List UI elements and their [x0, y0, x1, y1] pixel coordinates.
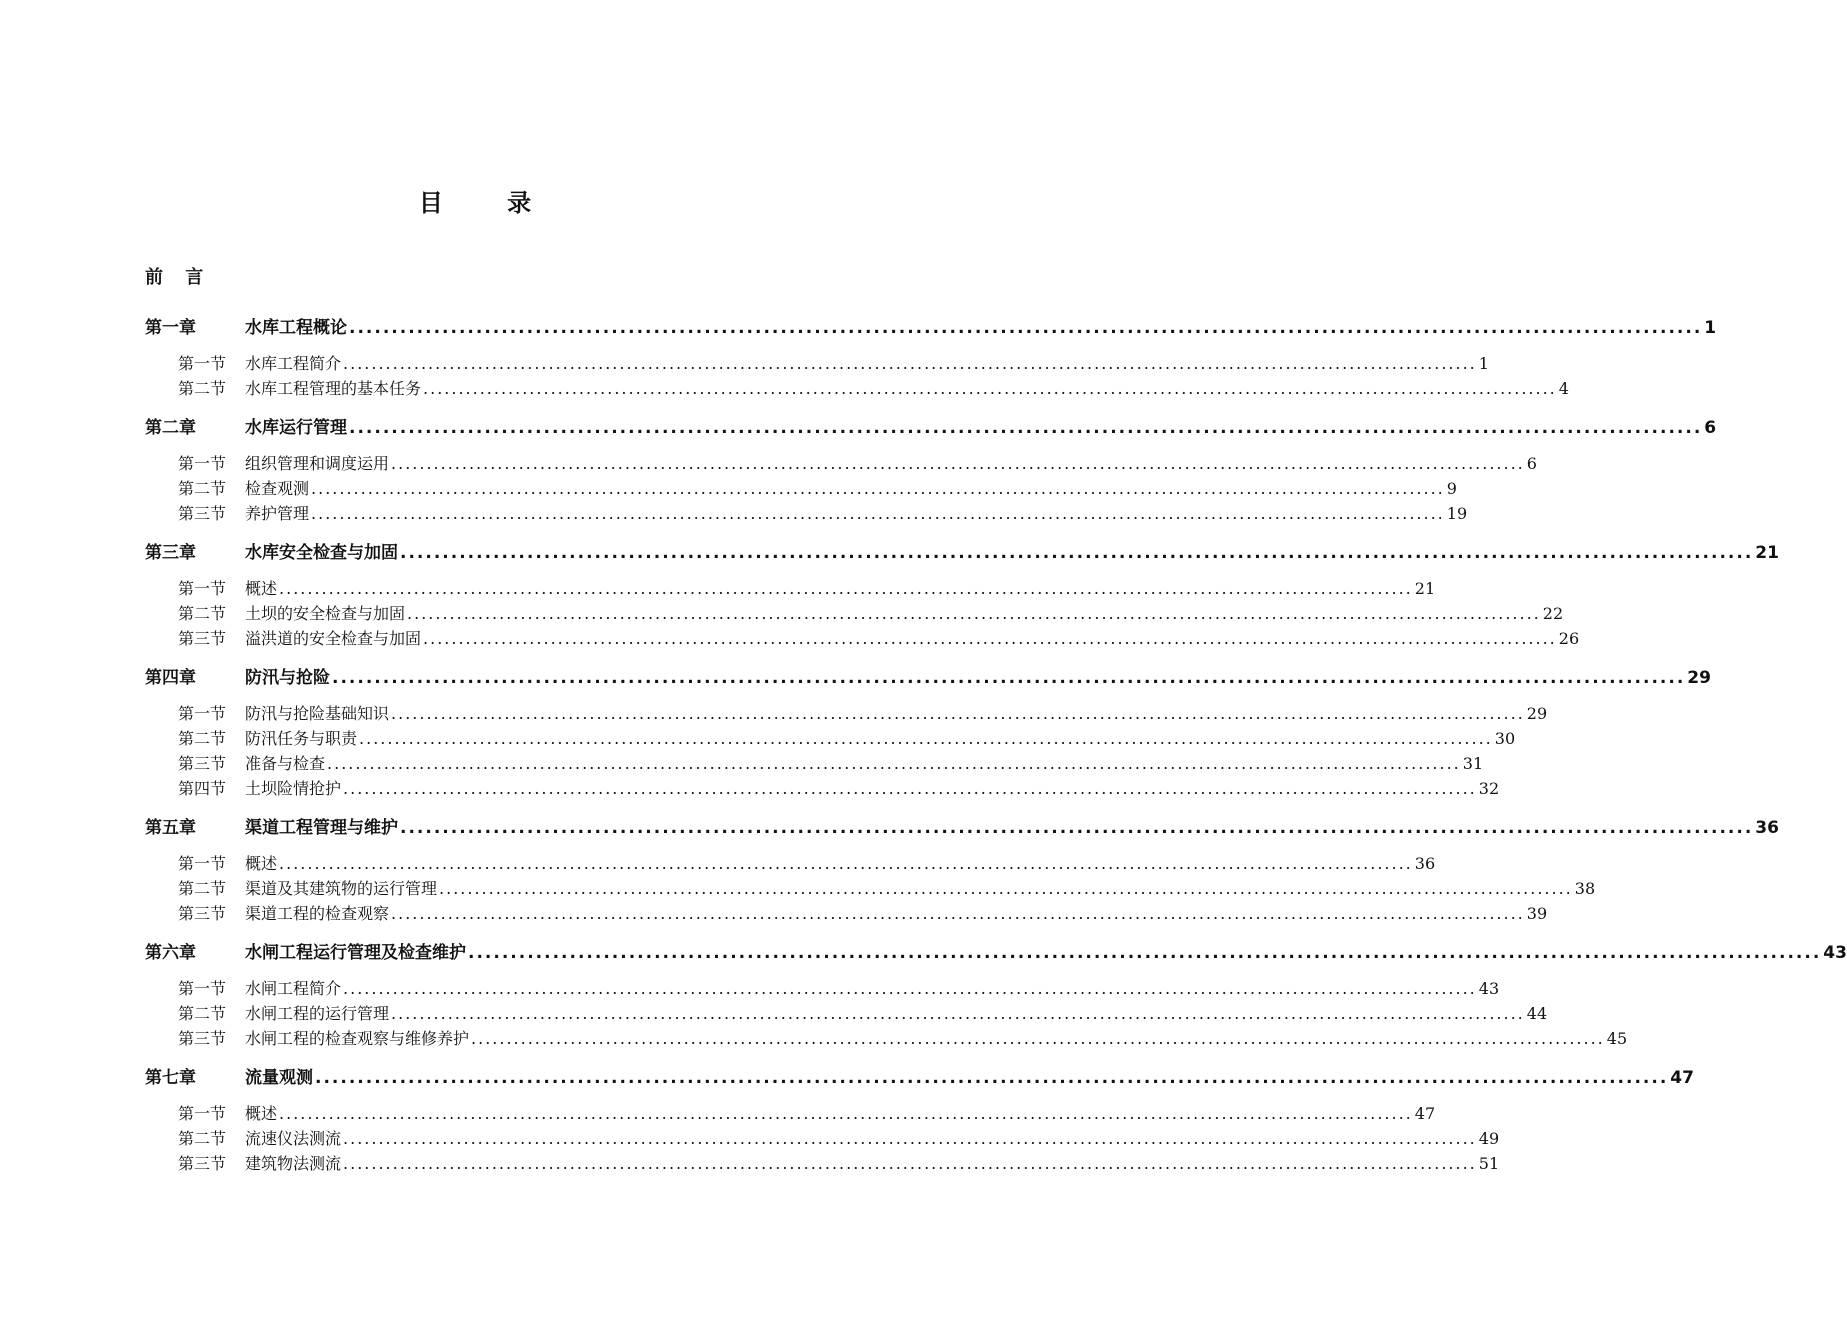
toc-entry-title: 水闸工程简介 [245, 979, 342, 998]
toc-section-row [145, 701, 1548, 724]
dot-leader: ................................................................................................................................................................ [359, 729, 1493, 748]
dot-leader: ................................................................................................................................................................ [327, 754, 1461, 773]
toc-page-number: 29 [1526, 704, 1548, 723]
toc-entry-title: 土坝的安全检查与加固 [245, 604, 406, 623]
dot-leader: ................................................................................................................................................................ [391, 904, 1525, 923]
toc-page-number: 19 [1446, 504, 1468, 523]
toc-entry-label: 第三节 [178, 1154, 227, 1173]
toc-entry-title: 防汛与抢险 [245, 668, 330, 688]
toc-page-number: 32 [1478, 779, 1500, 798]
toc-page-number: 39 [1526, 904, 1548, 923]
toc-entry-title: 组织管理和调度运用 [245, 454, 390, 473]
toc-section-row [145, 476, 1457, 499]
toc-page-number: 36 [1414, 854, 1436, 873]
toc-page-number: 6 [1704, 418, 1717, 438]
toc-section-row [145, 501, 1468, 524]
toc-entry-title: 水库工程管理的基本任务 [245, 379, 422, 398]
toc-page-number: 6 [1526, 454, 1537, 473]
toc-entry-label: 第三节 [178, 904, 227, 923]
toc-entry-label: 第四章 [145, 668, 196, 688]
toc-entry-title: 水库工程简介 [245, 354, 342, 373]
toc-entry-label: 第一节 [178, 1104, 227, 1123]
dot-leader: ................................................................................................................................................................ [332, 668, 1686, 688]
toc-page-number: 29 [1687, 668, 1711, 688]
toc-section-row [145, 1026, 1628, 1049]
toc-entry-label: 第四节 [178, 779, 227, 798]
toc-section-row [145, 1101, 1436, 1124]
dot-leader: ................................................................................................................................................................ [471, 1029, 1605, 1048]
toc-entry-label: 第一节 [178, 979, 227, 998]
toc-page-number: 51 [1478, 1154, 1500, 1173]
dot-leader: ................................................................................................................................................................ [400, 543, 1754, 563]
toc-entry-label: 第一节 [178, 854, 227, 873]
dot-leader: ................................................................................................................................................................ [407, 604, 1541, 623]
toc-entry-title: 流速仪法测流 [245, 1129, 342, 1148]
toc-page-number: 31 [1462, 754, 1484, 773]
dot-leader: ................................................................................................................................................................ [391, 454, 1525, 473]
toc-entry-label: 第三节 [178, 1029, 227, 1048]
dot-leader: ................................................................................................................................................................ [315, 1068, 1669, 1088]
toc-section-row [145, 776, 1500, 799]
toc-entry-title: 概述 [245, 579, 278, 598]
toc-section-row [145, 876, 1596, 899]
preface-heading: 前 言 [145, 267, 212, 288]
dot-leader: ................................................................................................................................................................ [349, 318, 1703, 338]
toc-page-number: 43 [1478, 979, 1500, 998]
toc-page-number: 47 [1670, 1068, 1694, 1088]
toc-section-row [145, 976, 1500, 999]
toc-entry-title: 水闸工程运行管理及检查维护 [245, 943, 466, 963]
toc-section-row [145, 901, 1548, 924]
toc-page-number: 4 [1558, 379, 1569, 398]
toc-chapter-row [145, 938, 1847, 963]
toc-entry-title: 防汛与抢险基础知识 [245, 704, 390, 723]
toc-section-row [145, 851, 1436, 874]
toc-section-row [145, 751, 1484, 774]
toc-page-number: 36 [1755, 818, 1779, 838]
toc-page-number: 38 [1574, 879, 1596, 898]
toc-entry-title: 流量观测 [245, 1068, 313, 1088]
toc-page-number: 47 [1414, 1104, 1436, 1123]
toc-page-number: 49 [1478, 1129, 1500, 1148]
toc-page-number: 45 [1606, 1029, 1628, 1048]
toc-chapter-row [145, 663, 1711, 688]
toc-entry-label: 第一节 [178, 454, 227, 473]
dot-leader: ................................................................................................................................................................ [400, 818, 1754, 838]
toc-chapter-row [145, 813, 1779, 838]
toc-section-row [145, 376, 1569, 399]
dot-leader: ................................................................................................................................................................ [343, 779, 1477, 798]
toc-entry-title: 水库工程概论 [245, 318, 347, 338]
toc-entry-label: 第二节 [178, 379, 227, 398]
toc-entry-label: 第三节 [178, 504, 227, 523]
toc-entry-title: 检查观测 [245, 479, 310, 498]
toc-entry-label: 第一节 [178, 579, 227, 598]
dot-leader: ................................................................................................................................................................ [349, 418, 1703, 438]
toc-entry-title: 水闸工程的检查观察与维修养护 [245, 1029, 470, 1048]
dot-leader: ................................................................................................................................................................ [468, 943, 1822, 963]
toc-section-row [145, 351, 1489, 374]
toc-entry-label: 第二节 [178, 1004, 227, 1023]
dot-leader: ................................................................................................................................................................ [279, 854, 1413, 873]
toc-page-number: 44 [1526, 1004, 1548, 1023]
toc-entry-title: 水库运行管理 [245, 418, 347, 438]
toc-entry-title: 养护管理 [245, 504, 310, 523]
dot-leader: ................................................................................................................................................................ [423, 629, 1557, 648]
toc-page-number: 21 [1755, 543, 1779, 563]
dot-leader: ................................................................................................................................................................ [391, 704, 1525, 723]
toc-entry-label: 第三节 [178, 629, 227, 648]
toc-entry-label: 第一章 [145, 318, 196, 338]
toc-entry-title: 水库安全检查与加固 [245, 543, 398, 563]
toc-section-row [145, 626, 1580, 649]
toc-entry-title: 土坝险情抢护 [245, 779, 342, 798]
toc-entry-title: 渠道工程管理与维护 [245, 818, 398, 838]
toc-page-number: 1 [1704, 318, 1717, 338]
dot-leader: ................................................................................................................................................................ [391, 1004, 1525, 1023]
toc-section-row [145, 601, 1564, 624]
toc-page-number: 9 [1446, 479, 1457, 498]
toc-section-row [145, 576, 1436, 599]
toc-page-number: 1 [1478, 354, 1489, 373]
toc-entry-title: 建筑物法测流 [245, 1154, 342, 1173]
dot-leader: ................................................................................................................................................................ [423, 379, 1557, 398]
toc-section-row [145, 726, 1516, 749]
toc-entry-label: 第一节 [178, 354, 227, 373]
toc-entry-title: 概述 [245, 1104, 278, 1123]
dot-leader: ................................................................................................................................................................ [343, 1129, 1477, 1148]
toc-chapter-row [145, 538, 1779, 563]
toc-entry-label: 第一节 [178, 704, 227, 723]
toc-entry-title: 准备与检查 [245, 754, 326, 773]
toc-page-number: 21 [1414, 579, 1436, 598]
toc-section-row [145, 1151, 1500, 1174]
toc-page-number: 22 [1542, 604, 1564, 623]
toc-entry-title: 概述 [245, 854, 278, 873]
toc-entry-label: 第二节 [178, 479, 227, 498]
dot-leader: ................................................................................................................................................................ [279, 1104, 1413, 1123]
toc-page-number: 43 [1823, 943, 1847, 963]
toc-entry-label: 第二节 [178, 604, 227, 623]
toc-chapter-row [145, 413, 1717, 438]
toc-entry-label: 第六章 [145, 943, 196, 963]
dot-leader: ................................................................................................................................................................ [311, 479, 1445, 498]
toc-entry-label: 第三章 [145, 543, 196, 563]
dot-leader: ................................................................................................................................................................ [439, 879, 1573, 898]
toc-section-row [145, 451, 1537, 474]
toc-section-row [145, 1001, 1548, 1024]
toc-entry-title: 渠道工程的检查观察 [245, 904, 390, 923]
toc-entry-label: 第二节 [178, 729, 227, 748]
dot-leader: ................................................................................................................................................................ [343, 354, 1477, 373]
dot-leader: ................................................................................................................................................................ [279, 579, 1413, 598]
toc-entry-label: 第三节 [178, 754, 227, 773]
toc-entry-label: 第七章 [145, 1068, 196, 1088]
toc-section-row [145, 1126, 1500, 1149]
page-title: 目 录 [418, 188, 560, 217]
toc-entry-title: 渠道及其建筑物的运行管理 [245, 879, 438, 898]
toc-chapter-row [145, 1063, 1694, 1088]
dot-leader: ................................................................................................................................................................ [311, 504, 1445, 523]
toc-entry-label: 第五章 [145, 818, 196, 838]
toc-entry-title: 水闸工程的运行管理 [245, 1004, 390, 1023]
toc-chapter-row [145, 313, 1717, 338]
toc-entry-title: 溢洪道的安全检查与加固 [245, 629, 422, 648]
toc-entry-title: 防汛任务与职责 [245, 729, 358, 748]
dot-leader: ................................................................................................................................................................ [343, 979, 1477, 998]
toc-entry-label: 第二章 [145, 418, 196, 438]
toc-entry-label: 第二节 [178, 879, 227, 898]
toc-page-number: 26 [1558, 629, 1580, 648]
toc-entry-label: 第二节 [178, 1129, 227, 1148]
dot-leader: ................................................................................................................................................................ [343, 1154, 1477, 1173]
toc-page-number: 30 [1494, 729, 1516, 748]
